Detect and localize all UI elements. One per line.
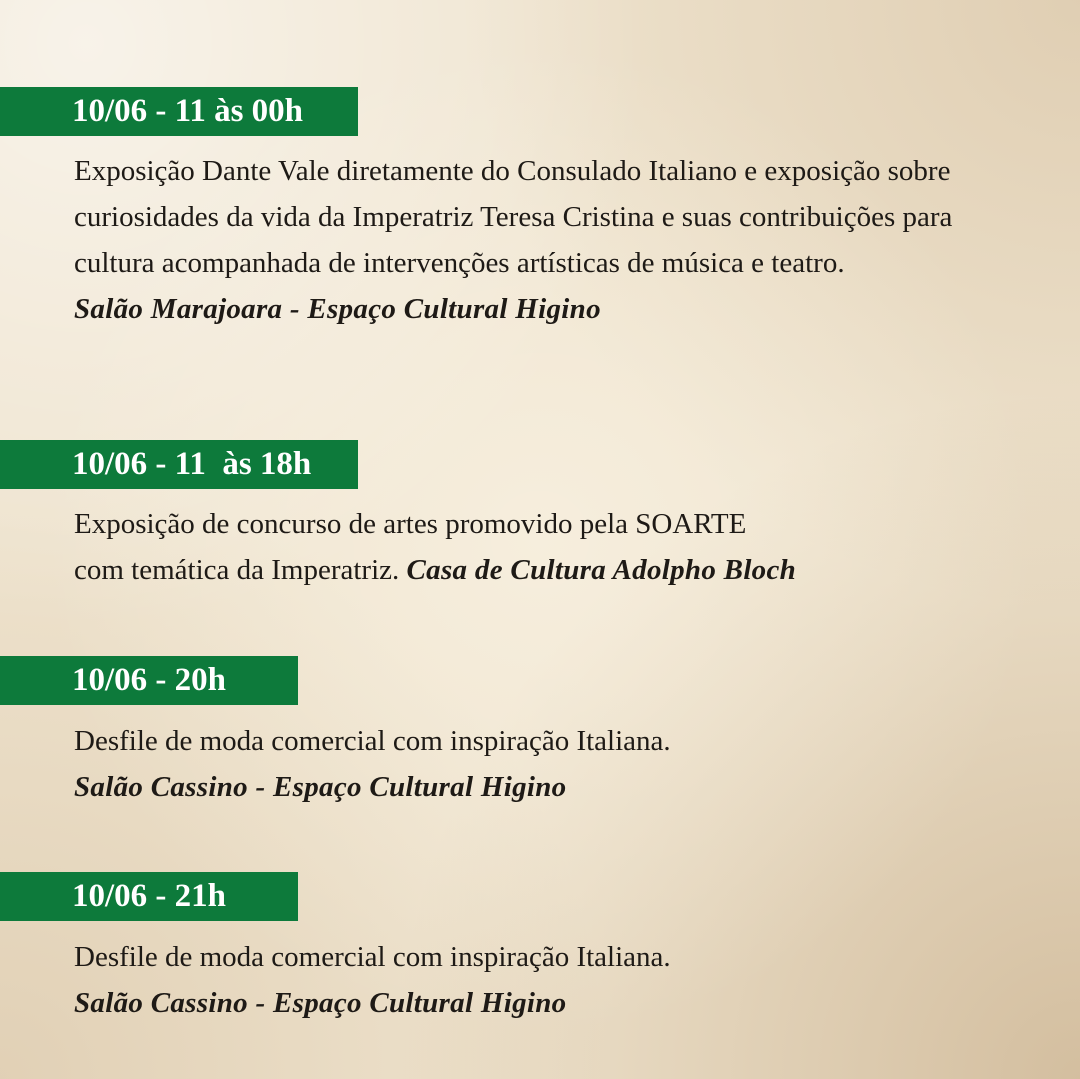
- event-venue: Salão Cassino - Espaço Cultural Higino: [74, 987, 567, 1019]
- event-venue: Salão Cassino - Espaço Cultural Higino: [74, 771, 567, 803]
- event-description: Desfile de moda comercial com inspiração Italiana.: [74, 941, 671, 973]
- event-date-tag: 10/06 - 11 às 18h: [0, 440, 358, 489]
- event-date-tag: 10/06 - 11 às 00h: [0, 87, 358, 136]
- event-details: [74, 501, 1004, 593]
- event-description: Exposição de concurso de artes promovido pela SOARTE: [74, 508, 747, 540]
- event-description: Exposição Dante Vale diretamente do Consulado Italiano e exposição sobre curiosidades da vida da Imperatriz Teresa Cristina e suas contribuições para cultura acompanhada de intervenções artísticas de música e teatro.: [74, 155, 953, 279]
- event-details: [74, 934, 1004, 1026]
- event-description-continued: com temática da Imperatriz.: [74, 554, 400, 586]
- event-date-tag: 10/06 - 20h: [0, 656, 298, 705]
- event-venue: Salão Marajoara - Espaço Cultural Higino: [74, 293, 601, 325]
- event-venue: Casa de Cultura Adolpho Bloch: [406, 554, 797, 586]
- event-date-tag: 10/06 - 21h: [0, 872, 298, 921]
- event-details: [74, 718, 1004, 810]
- event-description: Desfile de moda comercial com inspiração Italiana.: [74, 725, 671, 757]
- event-details: [74, 148, 1004, 332]
